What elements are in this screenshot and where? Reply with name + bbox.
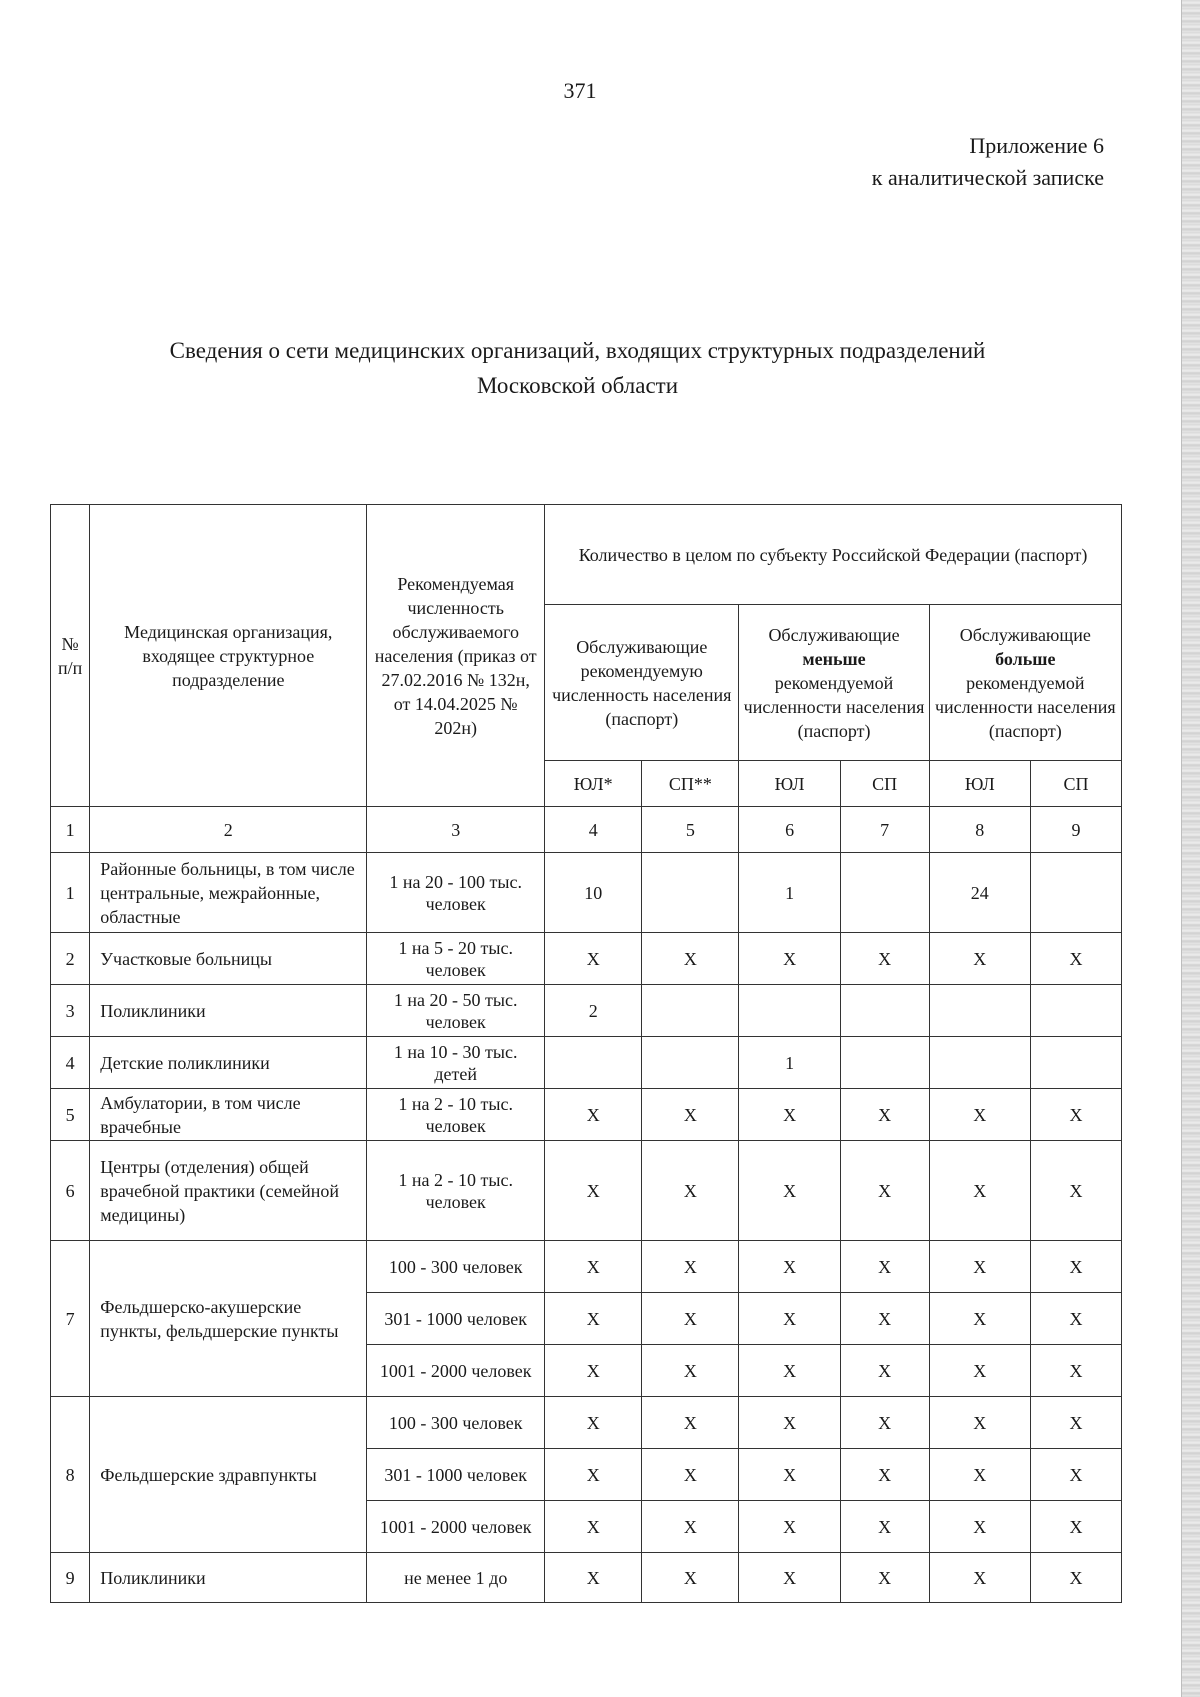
count-cell: X [642,1345,739,1397]
count-cell: X [642,1141,739,1241]
count-cell: X [545,1293,642,1345]
count-cell: X [1030,1345,1121,1397]
row-number: 4 [51,1037,90,1089]
count-cell: X [642,1449,739,1501]
organization-name: Поликлиники [90,1553,367,1603]
count-cell: X [739,1241,840,1293]
organization-name: Фельдшерско-акушерские пункты, фельдшерские пункты [90,1241,367,1397]
row-number: 8 [51,1397,90,1553]
header-group-recommended: Обслуживающие рекомендуемую численность населения (паспорт) [545,605,739,761]
header-group-less-bold: меньше [802,648,866,669]
recommended-norm: не менее 1 до [367,1553,545,1603]
header-sub-cell: СП** [642,761,739,807]
count-cell: X [642,933,739,985]
table-body [51,853,1122,1603]
organization-name: Амбулатории, в том числе врачебные [90,1089,367,1141]
column-number: 3 [367,807,545,853]
organization-name: Районные больницы, в том числе центральные, межрайонные, областные [90,853,367,933]
column-number: 2 [90,807,367,853]
count-cell: X [840,1553,929,1603]
count-cell: X [929,1141,1030,1241]
document-title [60,333,1095,403]
count-cell: X [929,1345,1030,1397]
header-group-more-post: рекомендуемой численности населения (паспорт) [934,672,1116,741]
count-cell: X [840,1089,929,1141]
count-cell: X [739,1345,840,1397]
recommended-norm: 1 на 20 - 50 тыс. человек [367,985,545,1037]
scan-edge-strip [1182,0,1200,1697]
count-cell: X [545,1089,642,1141]
count-cell [840,853,929,933]
count-cell: X [739,1553,840,1603]
count-cell: X [739,1089,840,1141]
header-group-more-pre: Обслуживающие [959,624,1091,645]
count-cell [642,1037,739,1089]
count-cell: X [1030,1241,1121,1293]
header-sub-cell: ЮЛ [739,761,840,807]
count-cell: X [642,1553,739,1603]
network-table [50,504,1122,1603]
count-cell: X [1030,1501,1121,1553]
header-group-more-bold: больше [995,648,1056,669]
row-number: 7 [51,1241,90,1397]
recommended-norm: 1 на 2 - 10 тыс. человек [367,1089,545,1141]
appendix-line-2: к аналитической записке [871,165,1104,190]
count-cell [739,985,840,1037]
header-sub-cell: СП [1030,761,1121,807]
count-cell: X [642,1089,739,1141]
column-number: 5 [642,807,739,853]
organization-name: Фельдшерские здравпункты [90,1397,367,1553]
organization-name: Участковые больницы [90,933,367,985]
column-number: 6 [739,807,840,853]
table-row [51,1553,1122,1603]
header-organization: Медицинская организация, входящее структурное подразделение [90,505,367,807]
recommended-norm: 100 - 300 человек [367,1397,545,1449]
count-cell: X [840,1397,929,1449]
recommended-norm: 1 на 10 - 30 тыс. детей [367,1037,545,1089]
count-cell: X [642,1241,739,1293]
recommended-norm: 1001 - 2000 человек [367,1345,545,1397]
count-cell [929,985,1030,1037]
count-cell: X [739,1397,840,1449]
header-num: № п/п [51,505,90,807]
count-cell: X [545,1141,642,1241]
appendix-line-1: Приложение 6 [969,133,1104,158]
count-cell: X [545,1553,642,1603]
count-cell: X [739,1501,840,1553]
header-group-less-post: рекомендуемой численности населения (паспорт) [743,672,925,741]
appendix-caption [872,130,1104,194]
count-cell: X [545,1241,642,1293]
count-cell: X [739,1141,840,1241]
count-cell: X [840,1449,929,1501]
count-cell: X [545,1449,642,1501]
count-cell: X [840,1141,929,1241]
row-number: 9 [51,1553,90,1603]
count-cell [545,1037,642,1089]
count-cell: X [545,1397,642,1449]
recommended-norm: 1 на 5 - 20 тыс. человек [367,933,545,985]
count-cell [1030,1037,1121,1089]
count-cell: X [929,1293,1030,1345]
count-cell: X [1030,1089,1121,1141]
organization-name: Поликлиники [90,985,367,1037]
table-row [51,933,1122,985]
count-cell [840,1037,929,1089]
recommended-norm: 1 на 2 - 10 тыс. человек [367,1141,545,1241]
row-number: 2 [51,933,90,985]
count-cell: X [642,1397,739,1449]
count-cell: X [739,933,840,985]
count-cell: X [929,933,1030,985]
count-cell: X [739,1293,840,1345]
table-row [51,853,1122,933]
header-group-less-pre: Обслуживающие [768,624,900,645]
count-cell: X [1030,1293,1121,1345]
count-cell: X [840,933,929,985]
table-row [51,1037,1122,1089]
count-cell: 1 [739,1037,840,1089]
count-cell [642,985,739,1037]
header-total-subject: Количество в целом по субъекту Российской Федерации (паспорт) [545,505,1122,605]
count-cell: X [739,1449,840,1501]
header-column-numbers [51,807,1122,853]
table-header [51,505,1122,853]
count-cell: X [840,1293,929,1345]
count-cell: 2 [545,985,642,1037]
recommended-norm: 301 - 1000 человек [367,1293,545,1345]
header-group-less [739,605,929,761]
recommended-norm: 1 на 20 - 100 тыс. человек [367,853,545,933]
document-title-line-1: Сведения о сети медицинских организаций, входящих структурных подразделений [169,338,986,363]
count-cell: X [929,1397,1030,1449]
count-cell [1030,985,1121,1037]
column-number: 7 [840,807,929,853]
count-cell: X [1030,1449,1121,1501]
count-cell: X [1030,1141,1121,1241]
count-cell: X [545,1345,642,1397]
count-cell: X [1030,933,1121,985]
column-number: 9 [1030,807,1121,853]
recommended-norm: 100 - 300 человек [367,1241,545,1293]
count-cell: X [929,1501,1030,1553]
recommended-norm: 1001 - 2000 человек [367,1501,545,1553]
column-number: 1 [51,807,90,853]
header-sub-cell: ЮЛ* [545,761,642,807]
count-cell: X [642,1293,739,1345]
count-cell [642,853,739,933]
count-cell: 10 [545,853,642,933]
count-cell: X [929,1089,1030,1141]
count-cell [1030,853,1121,933]
table-row [51,1089,1122,1141]
header-sub-cell: ЮЛ [929,761,1030,807]
count-cell: X [642,1501,739,1553]
row-number: 3 [51,985,90,1037]
table-row [51,985,1122,1037]
count-cell: 24 [929,853,1030,933]
row-number: 5 [51,1089,90,1141]
count-cell: X [929,1449,1030,1501]
count-cell: 1 [739,853,840,933]
count-cell: X [1030,1397,1121,1449]
organization-name: Детские поликлиники [90,1037,367,1089]
count-cell [840,985,929,1037]
column-number: 4 [545,807,642,853]
header-group-more [929,605,1121,761]
organization-name: Центры (отделения) общей врачебной практики (семейной медицины) [90,1141,367,1241]
count-cell: X [545,1501,642,1553]
count-cell: X [929,1553,1030,1603]
header-sub-cell: СП [840,761,929,807]
count-cell: X [840,1345,929,1397]
count-cell: X [929,1241,1030,1293]
row-number: 6 [51,1141,90,1241]
column-number: 8 [929,807,1030,853]
table-row [51,1241,1122,1293]
recommended-norm: 301 - 1000 человек [367,1449,545,1501]
count-cell: X [1030,1553,1121,1603]
row-number: 1 [51,853,90,933]
count-cell: X [840,1241,929,1293]
table-row [51,1397,1122,1449]
table-row [51,1141,1122,1241]
document-title-line-2: Московской области [476,373,679,398]
count-cell: X [545,933,642,985]
header-recommended-population: Рекомендуемая численность обслуживаемого населения (приказ от 27.02.2016 № 132н, от 14.04.2025 № 202н) [367,505,545,807]
page-number: 371 [563,78,597,103]
count-cell [929,1037,1030,1089]
count-cell: X [840,1501,929,1553]
